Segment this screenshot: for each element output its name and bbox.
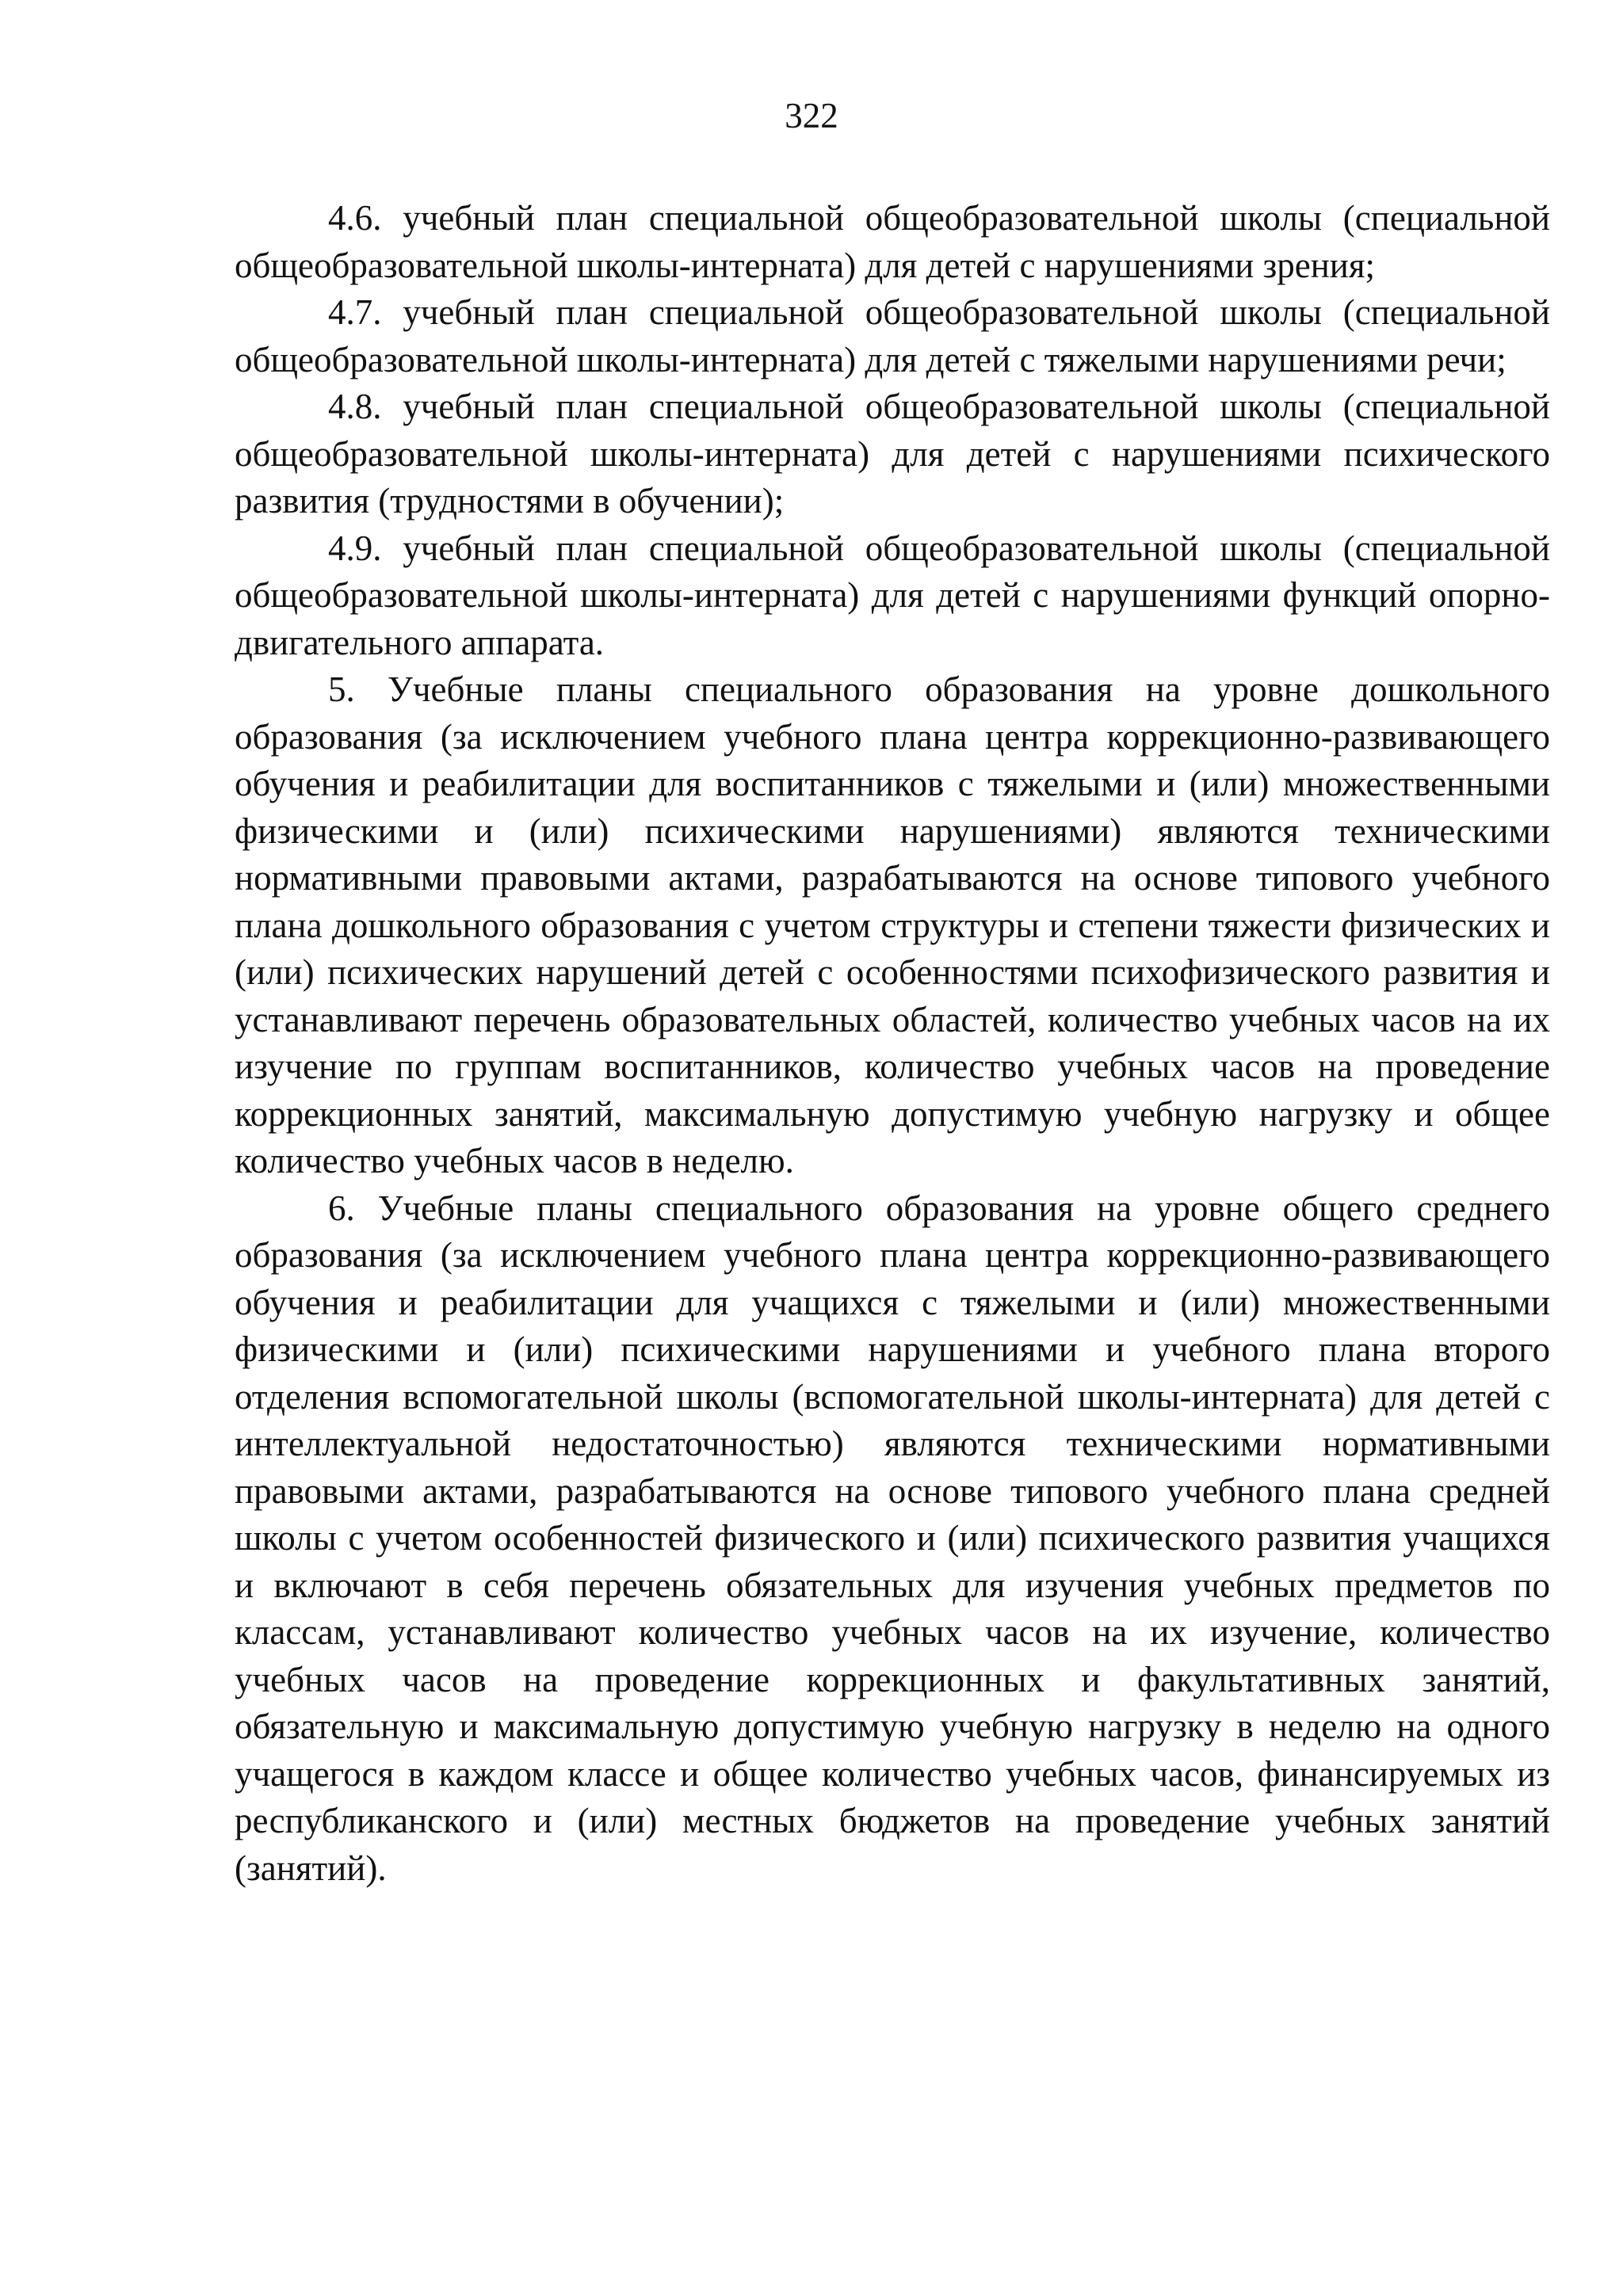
paragraph-5: 5. Учебные планы специального образования на уровне дошкольного образования (за исключением учебного плана центра коррекционно-развивающего обучения и реабилитации для воспитанников с тяжелыми и (или) множественными физическими и (или) психическими нарушениями) являются техническими нормативными правовыми актами, разрабатываются на основе типового учебного плана дошкольного образования с учетом структуры и степени тяжести физических и (или) психических нарушений детей с особенностями психофизического развития и устанавливают перечень образовательных областей, количество учебных часов на их изучение по группам воспитанников, количество учебных часов на проведение коррекционных занятий, максимальную допустимую учебную нагрузку и общее количество учебных часов в неделю. [235, 669, 1550, 1180]
paragraph-4-6: 4.6. учебный план специальной общеобразовательной школы (специальной общеобразовательной школы-интерната) для детей с нарушениями зрения; [235, 198, 1550, 285]
paragraph-6: 6. Учебные планы специального образования на уровне общего среднего образования (за исключением учебного плана центра коррекционно-развивающего обучения и реабилитации для учащихся с тяжелыми и (или) множественными физическими и (или) психическими нарушениями и учебного плана второго отделения вспомогательной школы (вспомогательной школы-интерната) для детей с интеллектуальной недостаточностью) являются техническими нормативными правовыми актами, разрабатываются на основе типового учебного плана средней школы с учетом особенностей физического и (или) психического развития учащихся и включают в себя перечень обязательных для изучения учебных предметов по классам, устанавливают количество учебных часов на их изучение, количество учебных часов на проведение коррекционных и факультативных занятий, обязательную и максимальную допустимую учебную нагрузку в неделю на одного учащегося в каждом классе и общее количество учебных часов, финансируемых из республиканского и (или) местных бюджетов на проведение учебных занятий (занятий). [235, 1188, 1550, 1888]
paragraph-4-8: 4.8. учебный план специальной общеобразовательной школы (специальной общеобразовательной школы-интерната) для детей с нарушениями психического развития (трудностями в обучении); [235, 387, 1550, 521]
document-body [235, 195, 1550, 1892]
page-number: 322 [785, 96, 838, 135]
paragraph-4-7: 4.7. учебный план специальной общеобразовательной школы (специальной общеобразовательной школы-интерната) для детей с тяжелыми нарушениями речи; [235, 292, 1550, 379]
paragraph-4-9: 4.9. учебный план специальной общеобразовательной школы (специальной общеобразовательной школы-интерната) для детей с нарушениями функций опорно-двигательного аппарата. [235, 528, 1550, 662]
